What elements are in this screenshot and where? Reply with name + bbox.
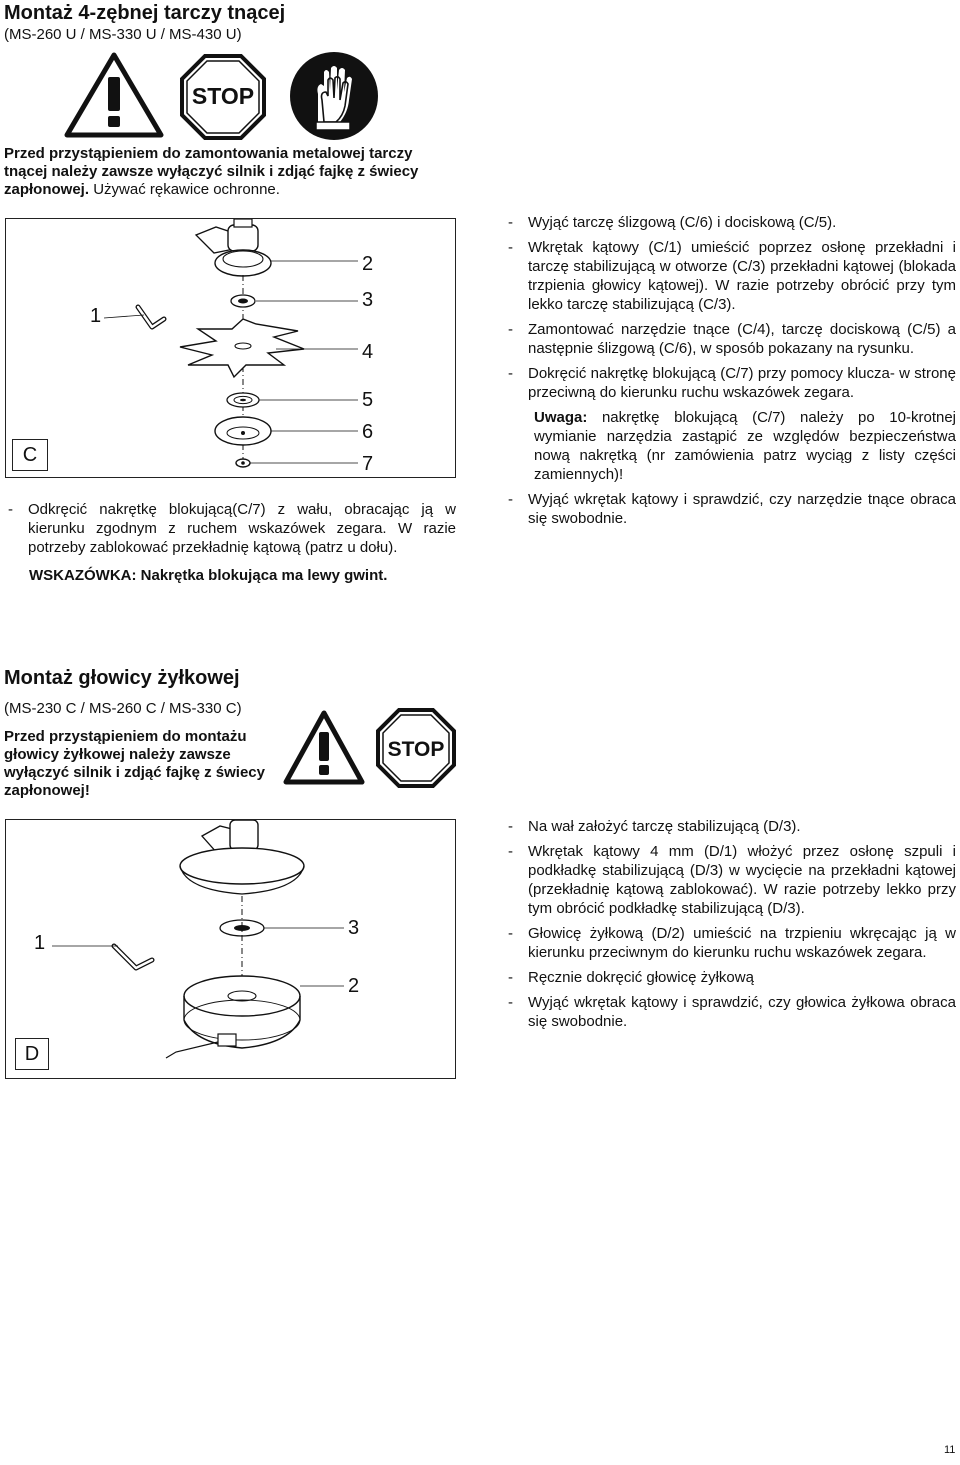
section1-warning-bold: Przed przystąpieniem do zamontowania metalowej tarczy tnącej należy zawsze wyłączyć silnik i zdjąć fajkę z świecy zapłonowej. (4, 145, 419, 198)
section2-title: Montaż głowicy żyłkowej (4, 667, 240, 689)
figure-d (5, 819, 456, 1079)
figure-d-callout-1: 1 (34, 932, 46, 954)
list-item: - Odkręcić nakrętkę blokującą(C/7) z wału, obracając ją w kierunku zgodnym z ruchem wskazówek zegara. W razie potrzeby zablokować przekładnię kątową (patrz u dołu). (4, 500, 456, 557)
section1-warning-normal: Używać rękawice ochronne. (93, 181, 280, 198)
figure-c (5, 218, 456, 478)
section1-note (504, 408, 956, 484)
figure-c-callout-3: 3 (362, 289, 374, 311)
section2-models: (MS-230 C / MS-260 C / MS-330 C) (4, 700, 242, 717)
list-item: - Zamontować narzędzie tnące (C/4), tarczę dociskową (C/5) a następnie ślizgową (C/6), w sposób pokazany na rysunku. (504, 320, 956, 358)
stop-sign-label: STOP (387, 738, 445, 761)
list-item: - Dokręcić nakrętkę blokującą (C/7) przy pomocy klucza- w stronę przeciwną do kierunku ruchu wskazówek zegara. (504, 364, 956, 402)
warning-triangle-icon (64, 52, 164, 138)
figure-d-letter: D (24, 1043, 40, 1065)
section1-right-steps (504, 213, 956, 534)
section2-warning: Przed przystąpieniem do montażu głowicy żyłkowej należy zawsze wyłączyć silnik i zdjąć fajkę z świecy zapłonowej! (4, 728, 265, 799)
figure-c-callout-1: 1 (90, 305, 102, 327)
list-item: - Ręcznie dokręcić głowicę żyłkową (504, 968, 956, 987)
figure-d-callout-3: 3 (348, 917, 360, 939)
section1-models: (MS-260 U / MS-330 U / MS-430 U) (4, 26, 242, 43)
list-item: - Wyjąć wkrętak kątowy i sprawdzić, czy głowica żyłkowa obraca się swobodnie. (504, 993, 956, 1031)
list-item: - Na wał założyć tarczę stabilizującą (D/3). (504, 817, 956, 836)
section1-title: Montaż 4-zębnej tarczy tnącej (4, 2, 286, 24)
figure-c-letter-box (12, 439, 48, 471)
figure-d-letter-box (15, 1038, 49, 1070)
note-label: Uwaga: (534, 409, 588, 426)
stop-sign-icon (376, 708, 456, 788)
section1-hint: WSKAZÓWKA: Nakrętka blokująca ma lewy gwint. (29, 567, 388, 584)
stop-sign-icon (180, 54, 266, 140)
gloves-icon (288, 50, 380, 142)
page-number: 11 (944, 1444, 956, 1456)
figure-d-callout-2: 2 (348, 975, 360, 997)
list-item: - Wyjąć tarczę ślizgową (C/6) i dociskową (C/5). (504, 213, 956, 232)
section1-warning (4, 145, 459, 199)
list-item: - Głowicę żyłkową (D/2) umieścić na trzpieniu wkręcając ją w kierunku przeciwnym do kierunku ruchu wskazówek zegara. (504, 924, 956, 962)
figure-c-letter: C (22, 444, 38, 466)
section1-left-steps (4, 500, 456, 563)
note-text: nakrętkę blokującą (C/7) należy po 10-krotnej wymianie narzędzia zastąpić ze względów bezpieczeństwa nową nakrętką (nr zamówienia patrz wyciąg z listy części zamiennych)! (534, 409, 957, 483)
figure-c-callout-2: 2 (362, 253, 374, 275)
list-item: - Wyjąć wkrętak kątowy i sprawdzić, czy narzędzie tnące obraca się swobodnie. (504, 490, 956, 528)
stop-sign-label: STOP (191, 83, 255, 109)
section2-right-steps (504, 817, 956, 1037)
warning-triangle-icon (283, 710, 365, 786)
figure-d-drawing (6, 820, 455, 1078)
figure-c-callout-5: 5 (362, 389, 374, 411)
list-item: - Wkrętak kątowy 4 mm (D/1) włożyć przez osłonę szpuli i podkładkę stabilizującą (D/3) w wycięcie na przekładni kątowej (przekładnię kątową zablokować). W razie potrzeby lekko przy tym obrócić podkładkę stabilizującą (D/3). (504, 842, 956, 918)
figure-c-callout-4: 4 (362, 341, 374, 363)
figure-c-callout-6: 6 (362, 421, 374, 443)
figure-c-callout-7: 7 (362, 453, 374, 475)
list-item: - Wkrętak kątowy (C/1) umieścić poprzez osłonę przekładni i tarczę stabilizującą w otworze (C/3) przekładni kątowej (blokada trzpienia głowicy kątowej). W razie potrzeby obrócić przy tym lekko tarczę stabilizującą (C/3). (504, 238, 956, 314)
figure-c-drawing (6, 219, 455, 477)
